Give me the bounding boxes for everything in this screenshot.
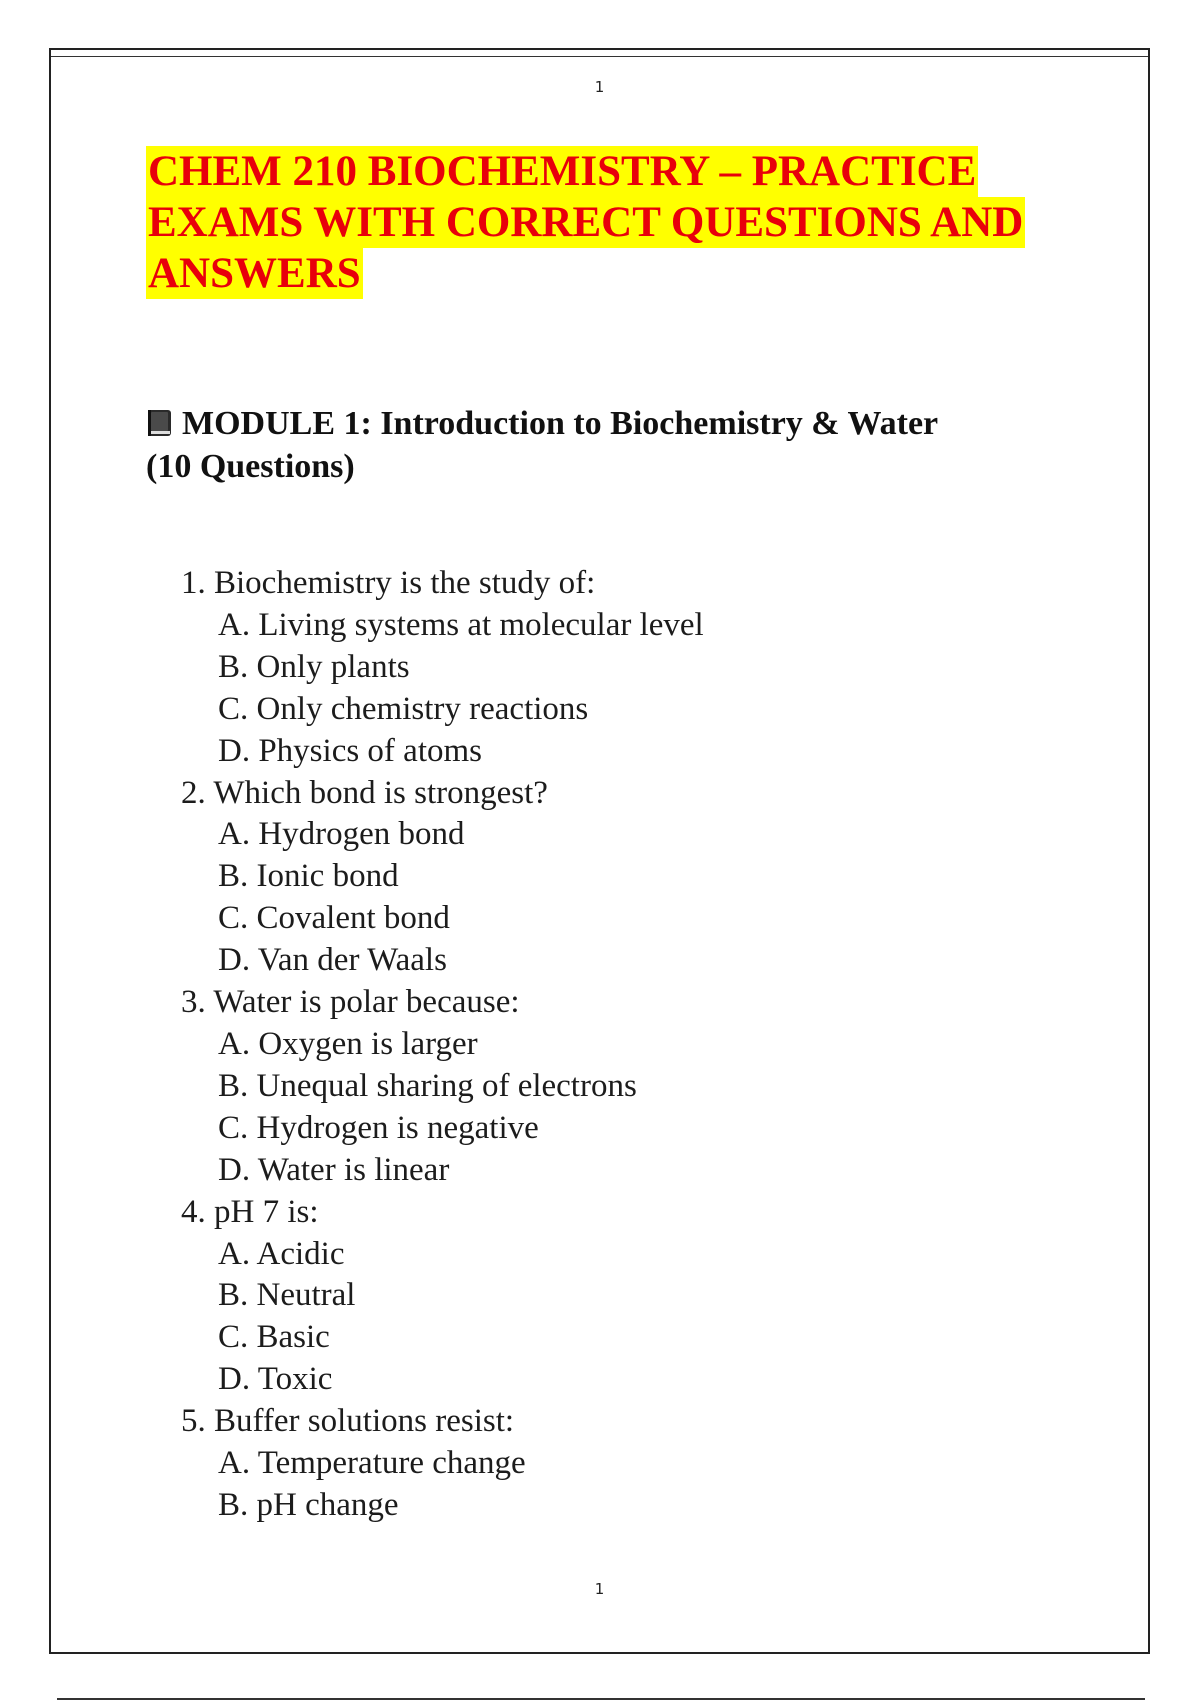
answer-options	[181, 814, 1081, 982]
question-prompt: Biochemistry is the study of:	[214, 565, 596, 601]
question-text	[181, 1401, 1081, 1443]
answer-option: C. Basic	[218, 1319, 330, 1356]
question-item	[181, 563, 1081, 773]
question-text	[181, 1192, 1081, 1234]
answer-option: D. Physics of atoms	[218, 732, 482, 769]
question-number: 1.	[181, 565, 206, 601]
question-prompt: Which bond is strongest?	[213, 774, 548, 811]
answer-option: A. Acidic	[218, 1235, 345, 1272]
module-title: MODULE 1: Introduction to Biochemistry & Water	[182, 405, 939, 442]
answer-option: D. Van der Waals	[218, 942, 447, 979]
question-prompt: pH 7 is:	[214, 1193, 319, 1230]
answer-options	[181, 605, 1081, 773]
answer-option: C. Covalent bond	[218, 900, 450, 937]
question-text	[181, 563, 1081, 605]
answer-option: D. Toxic	[218, 1361, 333, 1398]
question-prompt: Buffer solutions resist:	[214, 1403, 515, 1440]
answer-option: C. Hydrogen is negative	[218, 1109, 539, 1146]
question-list	[181, 563, 1081, 1527]
question-item	[181, 982, 1081, 1192]
title-line: EXAMS WITH CORRECT QUESTIONS AND	[148, 199, 1024, 246]
document-title	[146, 146, 1106, 299]
answer-option: A. Oxygen is larger	[218, 1025, 478, 1062]
page-number-top: 1	[594, 78, 605, 96]
title-line: CHEM 210 BIOCHEMISTRY – PRACTICE	[148, 148, 977, 195]
book-icon	[146, 406, 174, 436]
answer-option: D. Water is linear	[218, 1151, 450, 1188]
answer-option: B. Ionic bond	[218, 858, 399, 895]
answer-option: C. Only chemistry reactions	[218, 690, 589, 727]
answer-option: A. Hydrogen bond	[218, 816, 465, 853]
answer-option: A. Living systems at molecular level	[218, 606, 704, 643]
answer-options	[181, 1443, 1081, 1527]
module-question-count: (10 Questions)	[146, 448, 355, 485]
answer-option: B. Neutral	[218, 1277, 356, 1314]
answer-option: A. Temperature change	[218, 1445, 526, 1482]
question-item	[181, 1192, 1081, 1402]
question-number: 3.	[181, 984, 206, 1021]
module-heading	[146, 402, 1106, 488]
answer-option: B. Unequal sharing of electrons	[218, 1067, 637, 1104]
question-prompt: Water is polar because:	[213, 984, 520, 1021]
title-line: ANSWERS	[148, 250, 361, 297]
question-text	[181, 982, 1081, 1024]
answer-options	[181, 1024, 1081, 1192]
answer-options	[181, 1234, 1081, 1402]
answer-option: B. pH change	[218, 1486, 399, 1523]
frame-inner-rule	[51, 56, 1148, 57]
question-item	[181, 773, 1081, 983]
question-text	[181, 773, 1081, 815]
answer-option: B. Only plants	[218, 648, 410, 685]
question-item	[181, 1401, 1081, 1527]
question-number: 4.	[181, 1193, 206, 1230]
question-number: 2.	[181, 774, 206, 811]
page-frame	[49, 48, 1150, 1654]
question-number: 5.	[181, 1403, 206, 1440]
page-number-bottom: 1	[594, 1580, 605, 1598]
